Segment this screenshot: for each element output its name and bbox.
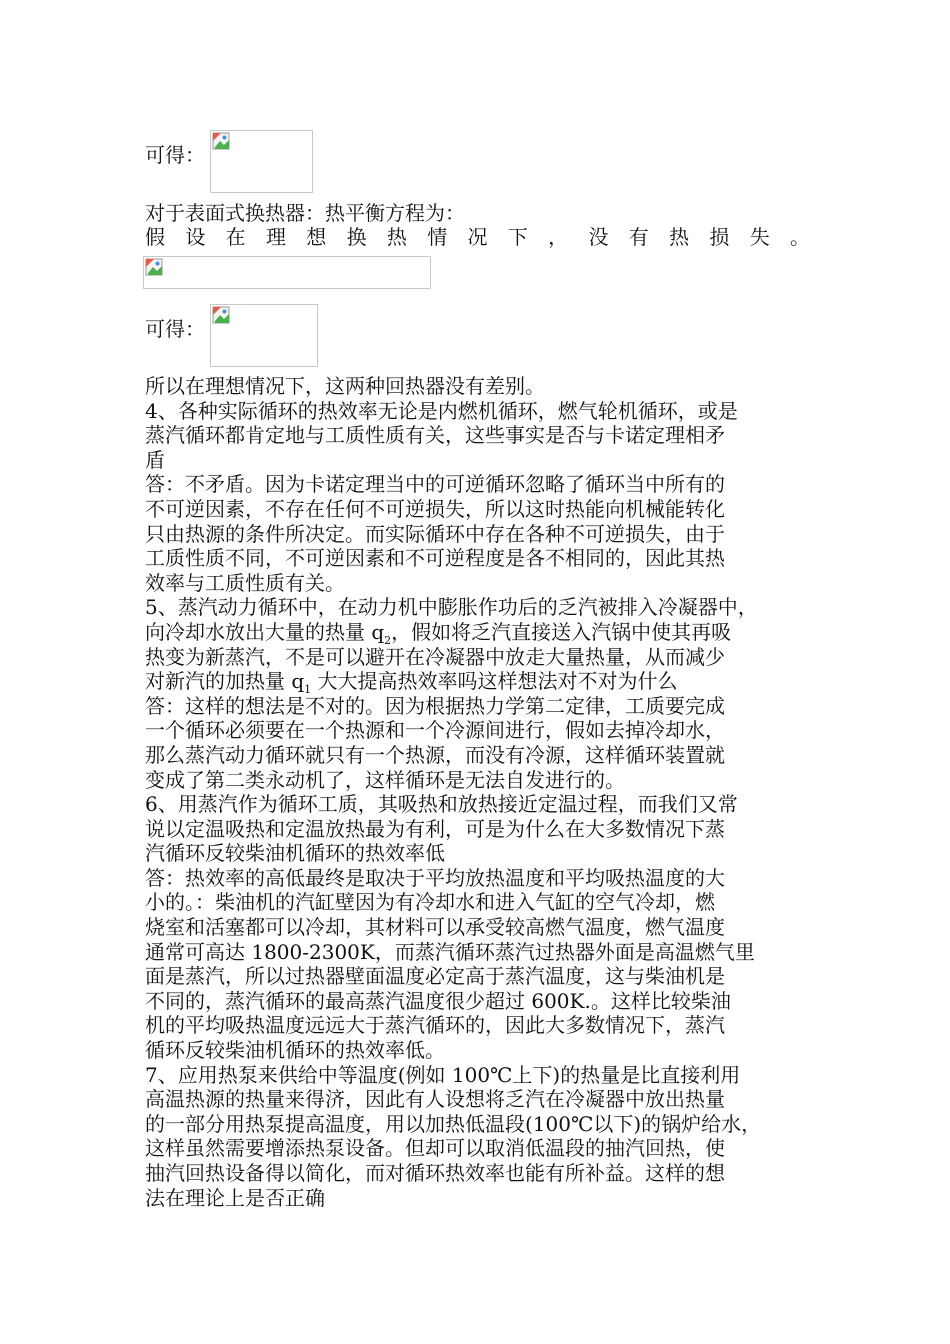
q4-answer-line: 工质性质不同，不可逆因素和不可逆程度是各不相同的，因此其热 [145, 546, 725, 571]
main-text-block [145, 374, 810, 1210]
q5-subscript: 1 [304, 683, 312, 697]
q5-subscript: 2 [384, 633, 392, 647]
equation-image-2 [143, 256, 431, 289]
q4-answer-line: 效率与工质性质有关。 [145, 570, 345, 595]
char: ， [548, 225, 569, 249]
char: 换 [346, 225, 367, 249]
char: 有 [628, 225, 649, 249]
char: 想 [306, 225, 327, 249]
char: 设 [185, 225, 206, 249]
q5-line [145, 669, 810, 697]
char: 假 [145, 225, 165, 249]
q5-text: ，假如将乏汽直接送入汽锅中使其再吸 [391, 619, 732, 644]
surface-heater-heading: 对于表面式换热器：热平衡方程为： [145, 201, 465, 225]
char: 况 [467, 225, 488, 249]
equation-image-1 [210, 130, 313, 193]
q6-answer-line: 小的。：柴油机的汽缸壁因为有冷却水和进入气缸的空气冷却，燃 [145, 890, 715, 915]
char: 理 [265, 225, 286, 249]
q6-answer-line: 机的平均吸热温度远远大于蒸汽循环的，因此大多数情况下，蒸汽 [145, 1013, 725, 1038]
q7-line: 7、应用热泵来供给中等温度(例如 100℃上下)的热量是比直接利用 [145, 1062, 741, 1087]
q5-line: 热变为新蒸汽，不是可以避开在冷凝器中放走大量热量，从而减少 [145, 644, 725, 669]
char: 失 [749, 225, 770, 249]
q4-answer-line: 只由热源的条件所决定。而实际循环中存在各种不可逆损失，由于 [145, 521, 725, 546]
q7-line: 这样虽然需要增添热泵设备。但却可以取消低温段的抽汽回热，使 [145, 1136, 725, 1161]
conclusion-line: 所以在理想情况下，这两种回热器没有差别。 [145, 374, 545, 398]
q4-line: 4、各种实际循环的热效率无论是内燃机循环，燃气轮机循环，或是 [145, 398, 738, 423]
broken-image-icon [212, 306, 230, 324]
q7-line: 抽汽回热设备得以简化，而对循环热效率也能有所补益。这样的想 [145, 1161, 725, 1185]
q5-answer-line: 答：这样的想法是不对的。因为根据热力学第二定律，工质要完成 [145, 693, 725, 718]
q7-line: 法在理论上是否正确 [145, 1185, 325, 1210]
q6-answer-line: 不同的，蒸汽循环的最高蒸汽温度很少超过 600K.。这样比较柴油 [145, 988, 731, 1013]
q4-line: 盾 [145, 447, 165, 472]
q5-text: 向冷却水放出大量的热量 q [145, 619, 385, 644]
q5-line: 5、蒸汽动力循环中，在动力机中膨胀作功后的乏汽被排入冷凝器中， [145, 595, 758, 620]
q5-text: 大大提高热效率吗这样想法对不对为什么 [311, 669, 678, 694]
q6-line: 6、用蒸汽作为循环工质，其吸热和放热接近定温过程，而我们又常 [145, 792, 738, 817]
q4-answer-line: 不可逆因素，不存在任何不可逆损失，所以这时热能向机械能转化 [145, 496, 725, 521]
q4-line: 蒸汽循环都肯定地与工质性质有关，这些事实是否与卡诺定理相矛 [145, 423, 725, 448]
q5-answer-line: 那么蒸汽动力循环就只有一个热源，而没有冷源，这样循环装置就 [145, 742, 725, 767]
char: 热 [669, 225, 690, 249]
char: 没 [588, 225, 609, 249]
char: 情 [427, 225, 448, 249]
q5-answer-line: 变成了第二类永动机了，这样循环是无法自发进行的。 [145, 767, 625, 792]
q6-line: 说以定温吸热和定温放热最为有利，可是为什么在大多数情况下蒸 [145, 816, 725, 841]
char: 热 [386, 225, 407, 249]
ideal-assumption-line [145, 225, 810, 250]
char: 在 [225, 225, 246, 249]
q7-line: 的一部分用热泵提高温度，用以加热低温段(100℃以下)的锅炉给水， [145, 1111, 762, 1136]
q6-answer-line: 烧室和活塞都可以冷却，其材料可以承受较高燃气温度，燃气温度 [145, 915, 725, 940]
broken-image-icon [212, 132, 230, 150]
char: 。 [790, 225, 810, 249]
equation-image-3 [210, 304, 318, 367]
q6-answer-line: 面是蒸汽，所以过热器壁面温度必定高于蒸汽温度，这与柴油机是 [145, 964, 725, 989]
result-label-1: 可得： [145, 143, 205, 167]
char: 下 [507, 225, 528, 249]
q5-answer-line: 一个循环必须要在一个热源和一个冷源间进行，假如去掉冷却水， [145, 718, 725, 743]
q6-answer-line: 通常可高达 1800-2300K，而蒸汽循环蒸汽过热器外面是高温燃气里 [145, 939, 755, 964]
q5-text: 对新汽的加热量 q [145, 669, 305, 694]
q6-answer-line: 答：热效率的高低最终是取决于平均放热温度和平均吸热温度的大 [145, 865, 725, 890]
q6-line: 汽循环反较柴油机循环的热效率低 [145, 841, 445, 866]
broken-image-icon [145, 258, 163, 276]
q6-answer-line: 循环反较柴油机循环的热效率低。 [145, 1038, 445, 1063]
q5-line [145, 620, 810, 645]
q7-line: 高温热源的热量来得济，因此有人设想将乏汽在冷凝器中放出热量 [145, 1087, 725, 1112]
char: 损 [709, 225, 730, 249]
q4-answer-line: 答：不矛盾。因为卡诺定理当中的可逆循环忽略了循环当中所有的 [145, 472, 725, 497]
result-label-2: 可得： [145, 317, 205, 341]
